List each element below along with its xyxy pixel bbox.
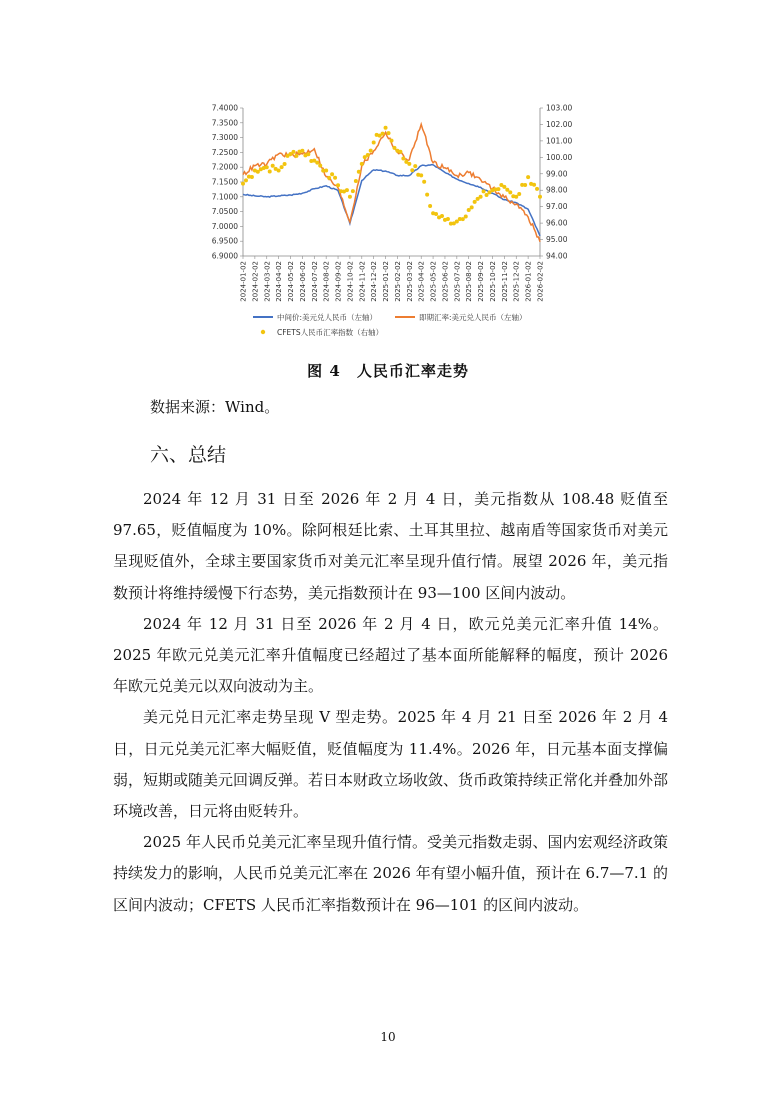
cfets-index-point (390, 139, 394, 143)
x-tick-label: 2025-09-02 (477, 261, 486, 302)
central-parity-line (243, 165, 540, 236)
cfets-index-point (401, 157, 405, 161)
x-tick-label: 2024-06-02 (298, 261, 307, 302)
left-tick-label: 6.9500 (211, 236, 238, 246)
cfets-index-point (324, 168, 328, 172)
x-tick-label: 2025-10-02 (488, 261, 497, 302)
right-tick-label: 96.00 (546, 218, 568, 228)
cfets-index-point (306, 152, 310, 156)
cfets-index-point (532, 183, 536, 187)
right-tick-label: 95.00 (546, 235, 568, 245)
right-tick-label: 103.00 (546, 103, 573, 113)
cfets-index-point (271, 164, 275, 168)
cfets-index-point (280, 165, 284, 169)
cfets-index-point (381, 132, 385, 136)
paragraph: 2025 年人民币兑美元汇率呈现升值行情。受美元指数走弱、国内宏观经济政策持续发力的影响，人民币兑美元汇率在 2026 年有望小幅升值，预计在 6.7—7.1 的区间内波动；CFETS 人民币汇率指数预计在 96—101 的区间内波动。 (113, 833, 668, 914)
cfets-index-point (250, 175, 254, 179)
left-tick-label: 7.4000 (211, 103, 238, 113)
left-tick-label: 7.0500 (211, 207, 238, 217)
cfets-index-point (410, 168, 414, 172)
cfets-index-point (300, 149, 304, 153)
legend-swatch-cfets (261, 330, 265, 334)
cfets-index-point (387, 131, 391, 135)
cfets-index-point (422, 180, 426, 184)
paragraph: 2024 年 12 月 31 日至 2026 年 2 月 4 日，美元指数从 108.48 贬值至 97.65，贬值幅度为 10%。除阿根廷比索、土耳其里拉、越南盾等国家货币对美元呈现贬值外，全球主要国家货币对美元汇率呈现升值行情。展望 2026 年，美元指数预计将维持缓慢下行态势，美元指数预计在 93—100 区间内波动。 (113, 490, 668, 602)
cfets-index-point (526, 175, 530, 179)
x-tick-label: 2025-05-02 (429, 261, 438, 302)
cfets-index-point (369, 149, 373, 153)
right-tick-label: 94.00 (546, 251, 568, 261)
right-tick-label: 101.00 (546, 136, 573, 146)
left-tick-label: 7.3000 (211, 133, 238, 143)
cfets-index-point (470, 205, 474, 209)
cfets-index-point (440, 214, 444, 218)
section-title: 六、总结 (150, 444, 227, 466)
cfets-index-point (419, 173, 423, 177)
cfets-index-point (244, 178, 248, 182)
legend-label-central-parity: 中间价:美元兑人民币（左轴） (277, 313, 378, 322)
cfets-index-point (535, 187, 539, 191)
cfets-index-point (517, 192, 521, 196)
cfets-index-point (407, 162, 411, 166)
cfets-index-point (348, 195, 352, 199)
cfets-index-point (398, 150, 402, 154)
cfets-index-point (479, 195, 483, 199)
paragraph: 美元兑日元汇率走势呈现 V 型走势。2025 年 4 月 21 日至 2026 年 2 月 4 日，日元兑美元汇率大幅贬值，贬值幅度为 11.4%。2026 年，日元基本面支撑偏弱，短期或随美元回调反弹。若日本财政立场收敛、货币政策持续正常化并叠加外部环境改善，日元将由贬转升。 (113, 708, 669, 821)
x-tick-label: 2024-02-02 (251, 261, 260, 302)
x-tick-label: 2024-01-02 (239, 261, 248, 302)
right-tick-label: 98.00 (546, 185, 568, 195)
x-tick-label: 2025-06-02 (441, 261, 450, 302)
cfets-index-point (482, 189, 486, 193)
cfets-index-point (333, 176, 337, 180)
x-tick-label: 2024-04-02 (275, 261, 284, 302)
cfets-index-point (265, 165, 269, 169)
cfets-index-point (360, 162, 364, 166)
x-tick-label: 2024-07-02 (310, 261, 319, 302)
cfets-index-point (392, 146, 396, 150)
x-tick-label: 2026-02-02 (536, 261, 545, 302)
cfets-index-point (384, 126, 388, 130)
cfets-index-point (425, 193, 429, 197)
right-tick-label: 97.00 (546, 202, 568, 212)
cfets-index-point (330, 172, 334, 176)
x-tick-label: 2024-08-02 (322, 261, 331, 302)
cfets-index-point (366, 153, 370, 157)
x-tick-label: 2024-10-02 (346, 261, 355, 302)
cfets-index-point (351, 189, 355, 193)
x-tick-label: 2024-03-02 (263, 261, 272, 302)
cfets-index-point (327, 176, 331, 180)
x-tick-label: 2026-01-02 (524, 261, 533, 302)
x-tick-label: 2025-08-02 (465, 261, 474, 302)
x-tick-label: 2025-11-02 (500, 261, 509, 302)
x-tick-label: 2025-01-02 (382, 261, 391, 302)
data-source: 数据来源：Wind。 (150, 398, 280, 416)
x-tick-label: 2025-07-02 (453, 261, 462, 302)
exchange-rate-chart (195, 100, 575, 345)
paragraph: 2024 年 12 月 31 日至 2026 年 2 月 4 日，欧元兑美元汇率升值 14%。2025 年欧元兑美元汇率升值幅度已经超过了基本面所能解释的幅度，预计 2026 年欧元兑美元以双向波动为主。 (113, 614, 668, 696)
cfets-index-point (372, 141, 376, 145)
cfets-index-point (277, 168, 281, 172)
x-tick-label: 2025-12-02 (512, 261, 521, 302)
left-tick-label: 7.0000 (211, 221, 238, 231)
cfets-index-point (538, 195, 542, 199)
cfets-index-point (514, 195, 518, 199)
left-tick-label: 6.9000 (211, 251, 238, 261)
cfets-index-point (283, 162, 287, 166)
x-tick-label: 2024-09-02 (334, 261, 343, 302)
right-tick-label: 102.00 (546, 119, 573, 129)
x-tick-label: 2025-04-02 (417, 261, 426, 302)
cfets-index-point (523, 183, 527, 187)
left-tick-label: 7.1500 (211, 177, 238, 187)
x-tick-label: 2024-11-02 (358, 261, 367, 302)
cfets-index-point (413, 164, 417, 168)
cfets-index-point (428, 204, 432, 208)
cfets-index-point (345, 188, 349, 192)
cfets-index-point (336, 183, 340, 187)
page-number: 10 (380, 1030, 396, 1044)
cfets-index-point (502, 185, 506, 189)
cfets-index-point (354, 179, 358, 183)
cfets-index-point (508, 190, 512, 194)
body-text (113, 484, 668, 921)
x-tick-label: 2025-02-02 (393, 261, 402, 302)
cfets-index-point (496, 187, 500, 191)
cfets-index-point (315, 161, 319, 165)
x-tick-label: 2024-05-02 (287, 261, 296, 302)
legend-label-spot-rate: 即期汇率:美元兑人民币（左轴） (419, 313, 527, 322)
cfets-index-point (291, 150, 295, 154)
left-tick-label: 7.3500 (211, 118, 238, 128)
left-tick-label: 7.2500 (211, 147, 238, 157)
figure-caption: 图 4 人民币汇率走势 (307, 362, 469, 380)
cfets-index-point (294, 154, 298, 158)
left-tick-label: 7.2000 (211, 162, 238, 172)
x-tick-label: 2024-12-02 (370, 261, 379, 302)
cfets-index-point (434, 212, 438, 216)
cfets-index-point (464, 215, 468, 219)
left-tick-label: 7.1000 (211, 192, 238, 202)
right-tick-label: 99.00 (546, 169, 568, 179)
cfets-index-point (241, 182, 245, 186)
cfets-index-point (357, 170, 361, 174)
cfets-index-point (473, 200, 477, 204)
right-tick-label: 100.00 (546, 152, 573, 162)
cfets-index-point (446, 217, 450, 221)
cfets-index-point (318, 164, 322, 168)
legend-label-cfets: CFETS人民币汇率指数（右轴） (277, 328, 384, 337)
cfets-index-point (268, 169, 272, 173)
x-tick-label: 2025-03-02 (405, 261, 414, 302)
